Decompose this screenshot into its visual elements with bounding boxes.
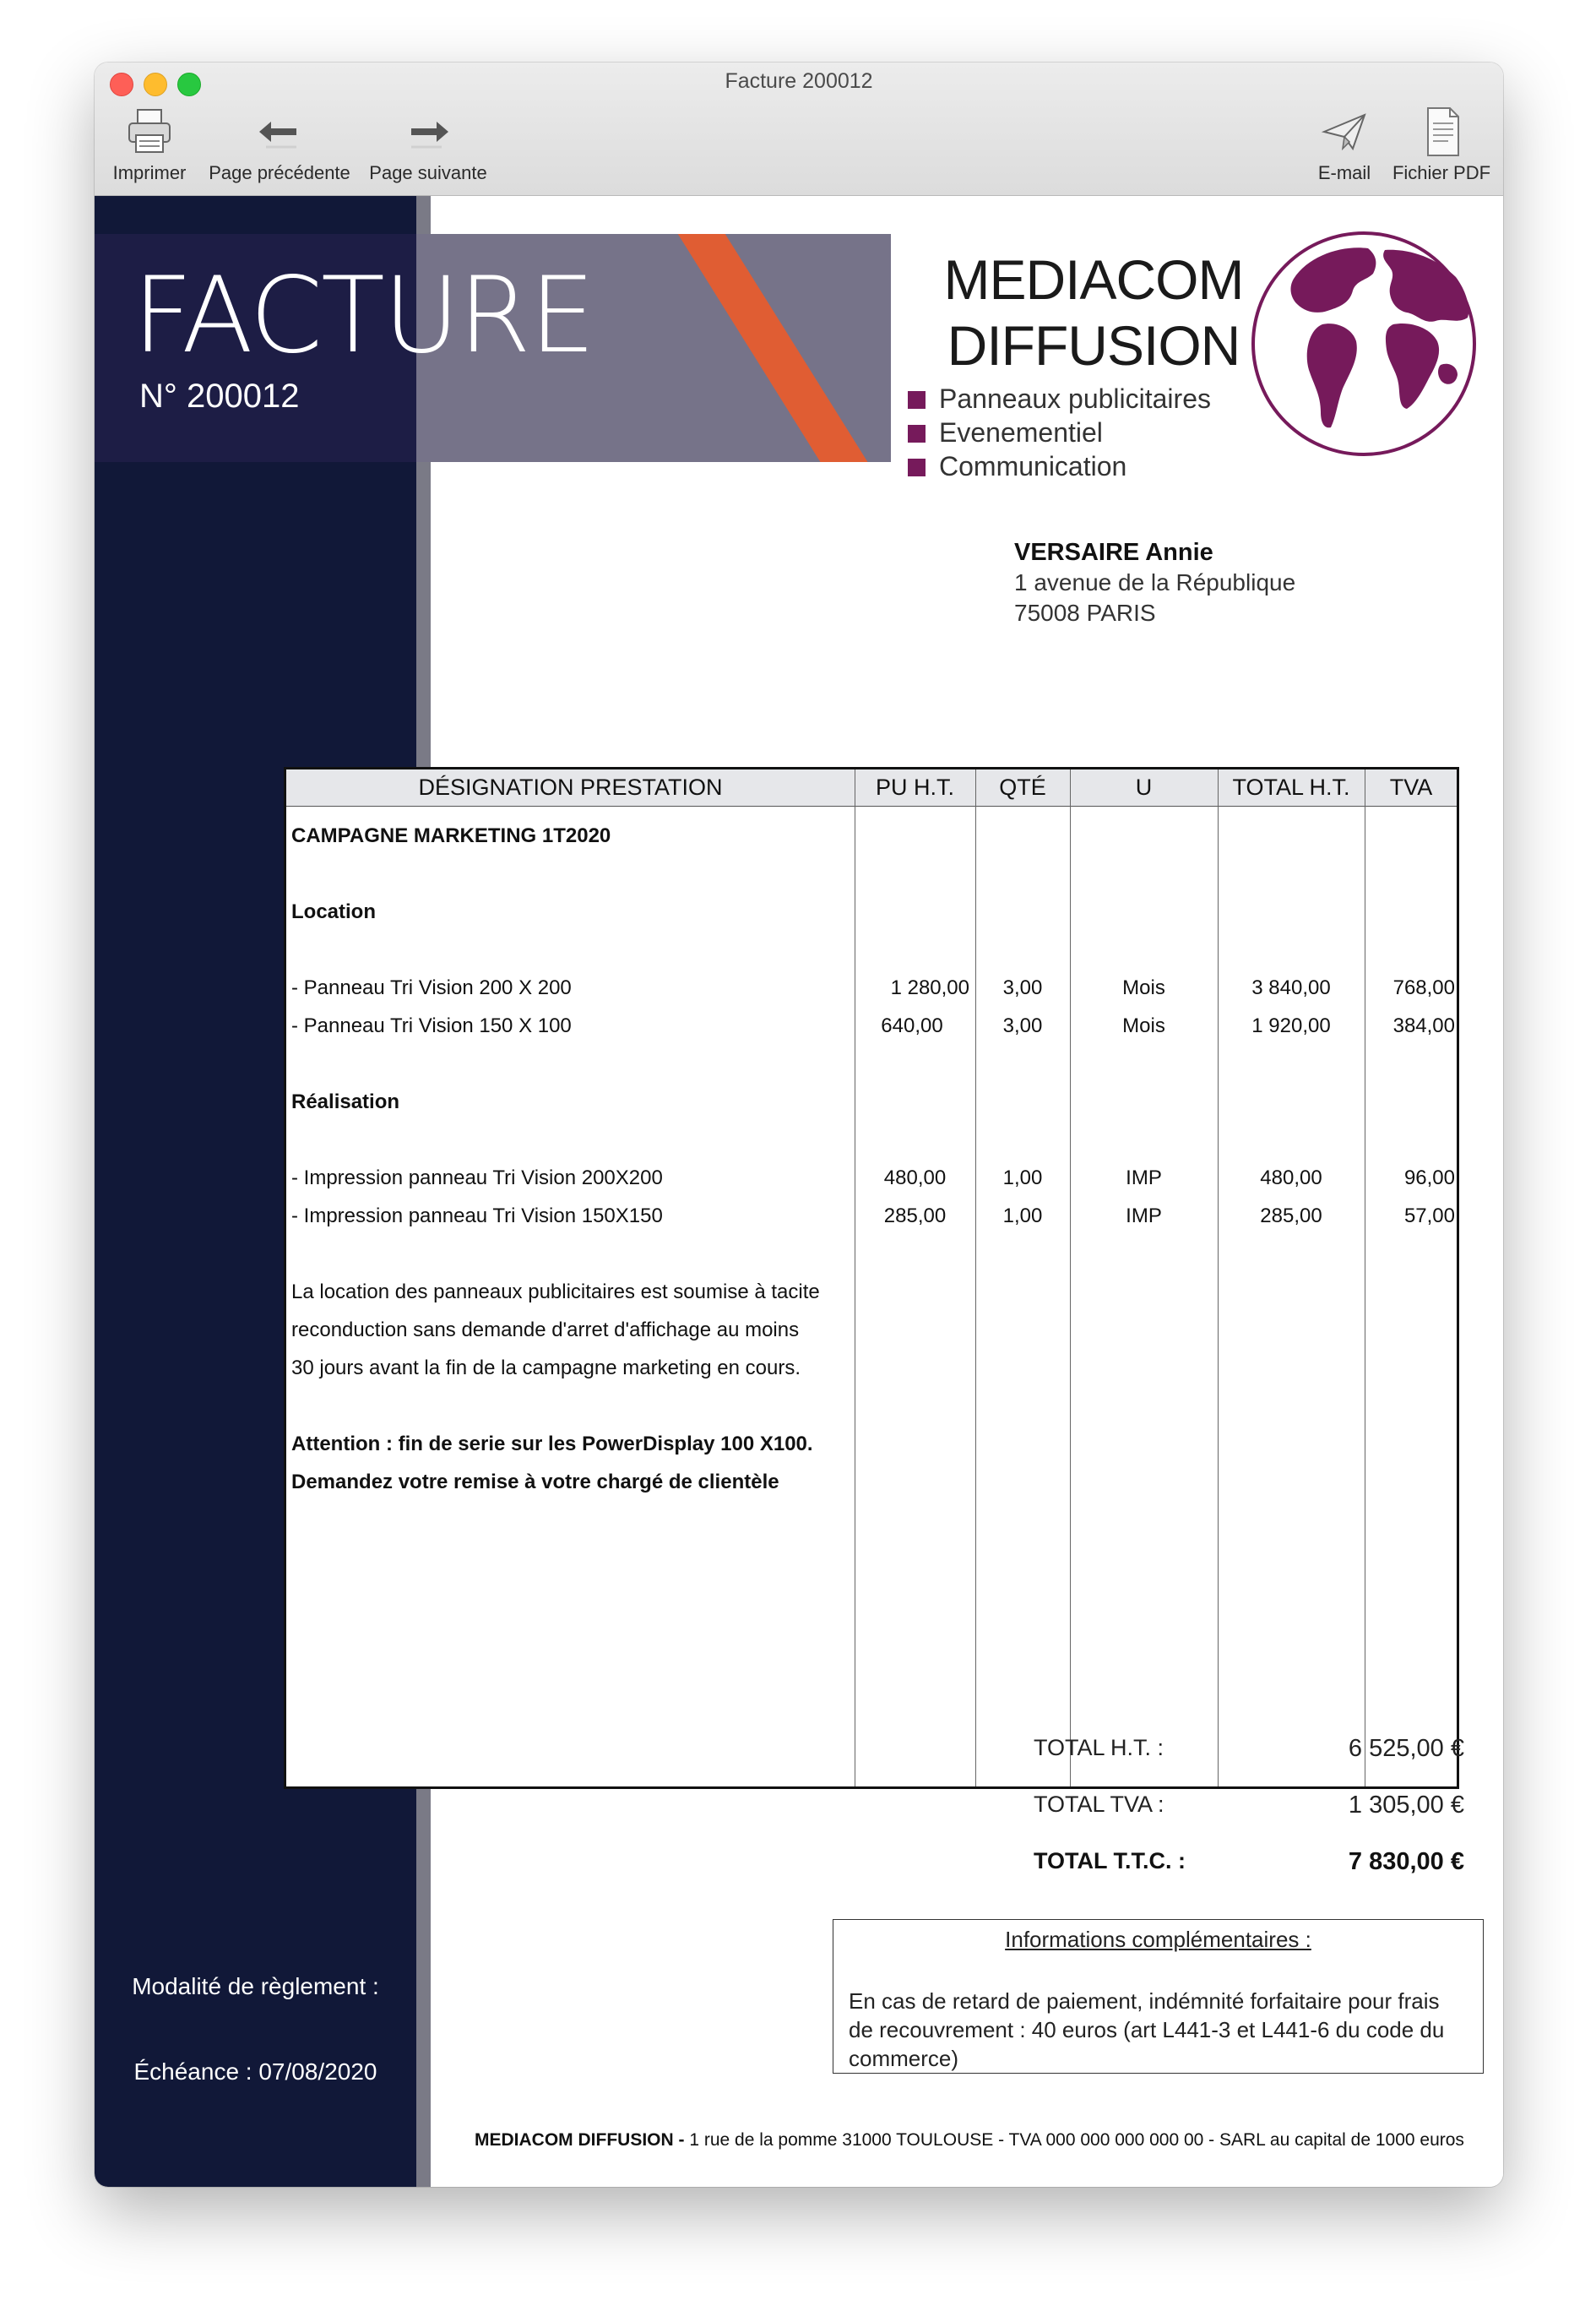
table-cell-total: 480,00 — [1260, 1166, 1322, 1189]
table-cell-pu: 1 280,00 — [890, 976, 969, 999]
table-cell-qte: 3,00 — [1002, 976, 1043, 999]
email-label: E-mail — [1317, 162, 1371, 183]
total-ht-label: TOTAL H.T. : — [1034, 1735, 1164, 1760]
table-cell-tva: 768,00 — [1392, 976, 1455, 999]
activity-item — [908, 416, 1296, 449]
header-qte: QTÉ — [999, 775, 1046, 800]
company-logo — [891, 247, 1296, 483]
header-tva: TVA — [1389, 775, 1433, 800]
column-divider — [1070, 769, 1071, 1786]
print-label: Imprimer — [112, 162, 187, 183]
total-ttc-row — [1034, 1848, 1464, 1905]
total-tva-label: TOTAL TVA : — [1034, 1792, 1164, 1817]
attention-line: Attention : fin de serie sur les PowerDisplay 100 X100. — [291, 1433, 813, 1455]
table-cell-tva: 57,00 — [1403, 1204, 1455, 1227]
table-cell-qte: 1,00 — [1002, 1204, 1043, 1227]
section-location: Location — [291, 900, 376, 923]
client-address-line2: 75008 PARIS — [1014, 600, 1156, 626]
table-cell-unit: IMP — [1126, 1204, 1162, 1227]
client-address-line1: 1 avenue de la République — [1014, 569, 1296, 595]
activity-item — [908, 382, 1296, 416]
company-footer — [475, 2130, 1464, 2151]
email-button[interactable] — [1311, 106, 1378, 184]
total-ht-value: 6 525,00 € — [1348, 1735, 1464, 1762]
table-cell-total: 285,00 — [1260, 1204, 1322, 1227]
header-pu: PU H.T. — [875, 775, 954, 800]
total-ttc-value: 7 830,00 € — [1348, 1848, 1464, 1875]
total-tva-row — [1034, 1792, 1464, 1848]
arrow-left-icon — [254, 106, 305, 157]
campaign-title: CAMPAGNE MARKETING 1T2020 — [291, 824, 611, 847]
pdf-document-icon — [1416, 106, 1467, 157]
payment-terms-label: Modalité de règlement : — [132, 1973, 379, 1999]
footer-company-name: MEDIACOM DIFFUSION - — [475, 2130, 690, 2150]
additional-info-title: Informations complémentaires : — [1005, 1927, 1311, 1952]
window-title: Facture 200012 — [725, 69, 873, 93]
footer-company-details: 1 rue de la pomme 31000 TOULOUSE - TVA 000 000 000 000 00 - SARL au capital de 1000 euros — [689, 2130, 1464, 2150]
column-divider — [975, 769, 976, 1786]
next-page-label: Page suivante — [369, 162, 487, 183]
note-line: 30 jours avant la fin de la campagne marketing en cours. — [291, 1357, 801, 1379]
invoice-page — [95, 196, 1503, 2187]
table-cell-pu: 640,00 — [881, 1014, 943, 1037]
table-row-designation: - Panneau Tri Vision 200 X 200 — [291, 976, 572, 999]
table-row-designation: - Impression panneau Tri Vision 200X200 — [291, 1166, 663, 1189]
table-cell-total: 1 920,00 — [1251, 1014, 1331, 1037]
titlebar — [95, 63, 1503, 196]
table-cell-tva: 96,00 — [1403, 1166, 1455, 1189]
square-bullet-icon — [908, 425, 926, 443]
column-divider — [1218, 769, 1219, 1786]
totals-block — [1034, 1735, 1464, 1905]
table-row-designation: - Impression panneau Tri Vision 150X150 — [291, 1204, 663, 1227]
client-address — [1014, 537, 1295, 628]
square-bullet-icon — [908, 459, 926, 476]
header-orange-stripe — [662, 234, 891, 462]
printer-icon — [124, 106, 175, 157]
arrow-right-icon — [403, 106, 453, 157]
total-ttc-label: TOTAL T.T.C. : — [1034, 1848, 1186, 1873]
header-total: TOTAL H.T. — [1232, 775, 1350, 800]
table-cell-pu: 285,00 — [883, 1204, 947, 1227]
due-date: Échéance : 07/08/2020 — [133, 2058, 377, 2085]
company-name-line1: MEDIACOM — [943, 248, 1244, 311]
invoice-table — [284, 767, 1459, 1789]
header-unit: U — [1135, 775, 1153, 800]
additional-info-text: En cas de retard de paiement, indémnité forfaitaire pour frais de recouvrement : 40 euros (art L441-3 et L441-6 du code du commerce) — [849, 1988, 1445, 2071]
table-cell-unit: IMP — [1126, 1166, 1162, 1189]
print-button[interactable] — [103, 106, 196, 184]
globe-icon — [1250, 230, 1478, 458]
client-name: VERSAIRE Annie — [1014, 539, 1213, 566]
activity-item — [908, 449, 1296, 483]
table-cell-qte: 3,00 — [1002, 1014, 1043, 1037]
activity-label: Communication — [939, 451, 1127, 481]
note-line: reconduction sans demande d'arret d'affichage au moins — [291, 1319, 800, 1341]
table-cell-tva: 384,00 — [1392, 1014, 1455, 1037]
pdf-file-button[interactable] — [1387, 106, 1496, 184]
additional-info-box — [833, 1919, 1484, 2074]
attention-line: Demandez votre remise à votre chargé de clientèle — [291, 1471, 779, 1493]
total-ht-row — [1034, 1735, 1464, 1792]
invoice-title: FACTURE — [133, 255, 594, 377]
company-name-line2: DIFFUSION — [947, 314, 1240, 377]
company-activities — [891, 382, 1296, 483]
header-designation: DÉSIGNATION PRESTATION — [418, 775, 723, 800]
paper-plane-icon — [1319, 106, 1370, 157]
table-cell-pu: 480,00 — [883, 1166, 947, 1189]
table-header-row — [286, 769, 1457, 807]
total-tva-value: 1 305,00 € — [1348, 1792, 1464, 1819]
activity-label: Evenementiel — [939, 417, 1103, 448]
table-cell-unit: Mois — [1122, 1014, 1165, 1037]
note-line: La location des panneaux publicitaires est soumise à tacite — [291, 1281, 820, 1303]
invoice-number: N° 200012 — [139, 378, 300, 415]
table-cell-total: 3 840,00 — [1251, 976, 1331, 999]
square-bullet-icon — [908, 391, 926, 409]
previous-page-label: Page précédente — [209, 162, 350, 183]
table-row-designation: - Panneau Tri Vision 150 X 100 — [291, 1014, 572, 1037]
section-realisation: Réalisation — [291, 1090, 400, 1113]
previous-page-button[interactable] — [199, 106, 360, 184]
activity-label: Panneaux publicitaires — [939, 383, 1211, 414]
next-page-button[interactable] — [365, 106, 491, 184]
table-cell-unit: Mois — [1122, 976, 1165, 999]
pdf-file-label: Fichier PDF — [1392, 162, 1491, 183]
invoice-window — [95, 63, 1503, 2187]
table-cell-qte: 1,00 — [1002, 1166, 1043, 1189]
